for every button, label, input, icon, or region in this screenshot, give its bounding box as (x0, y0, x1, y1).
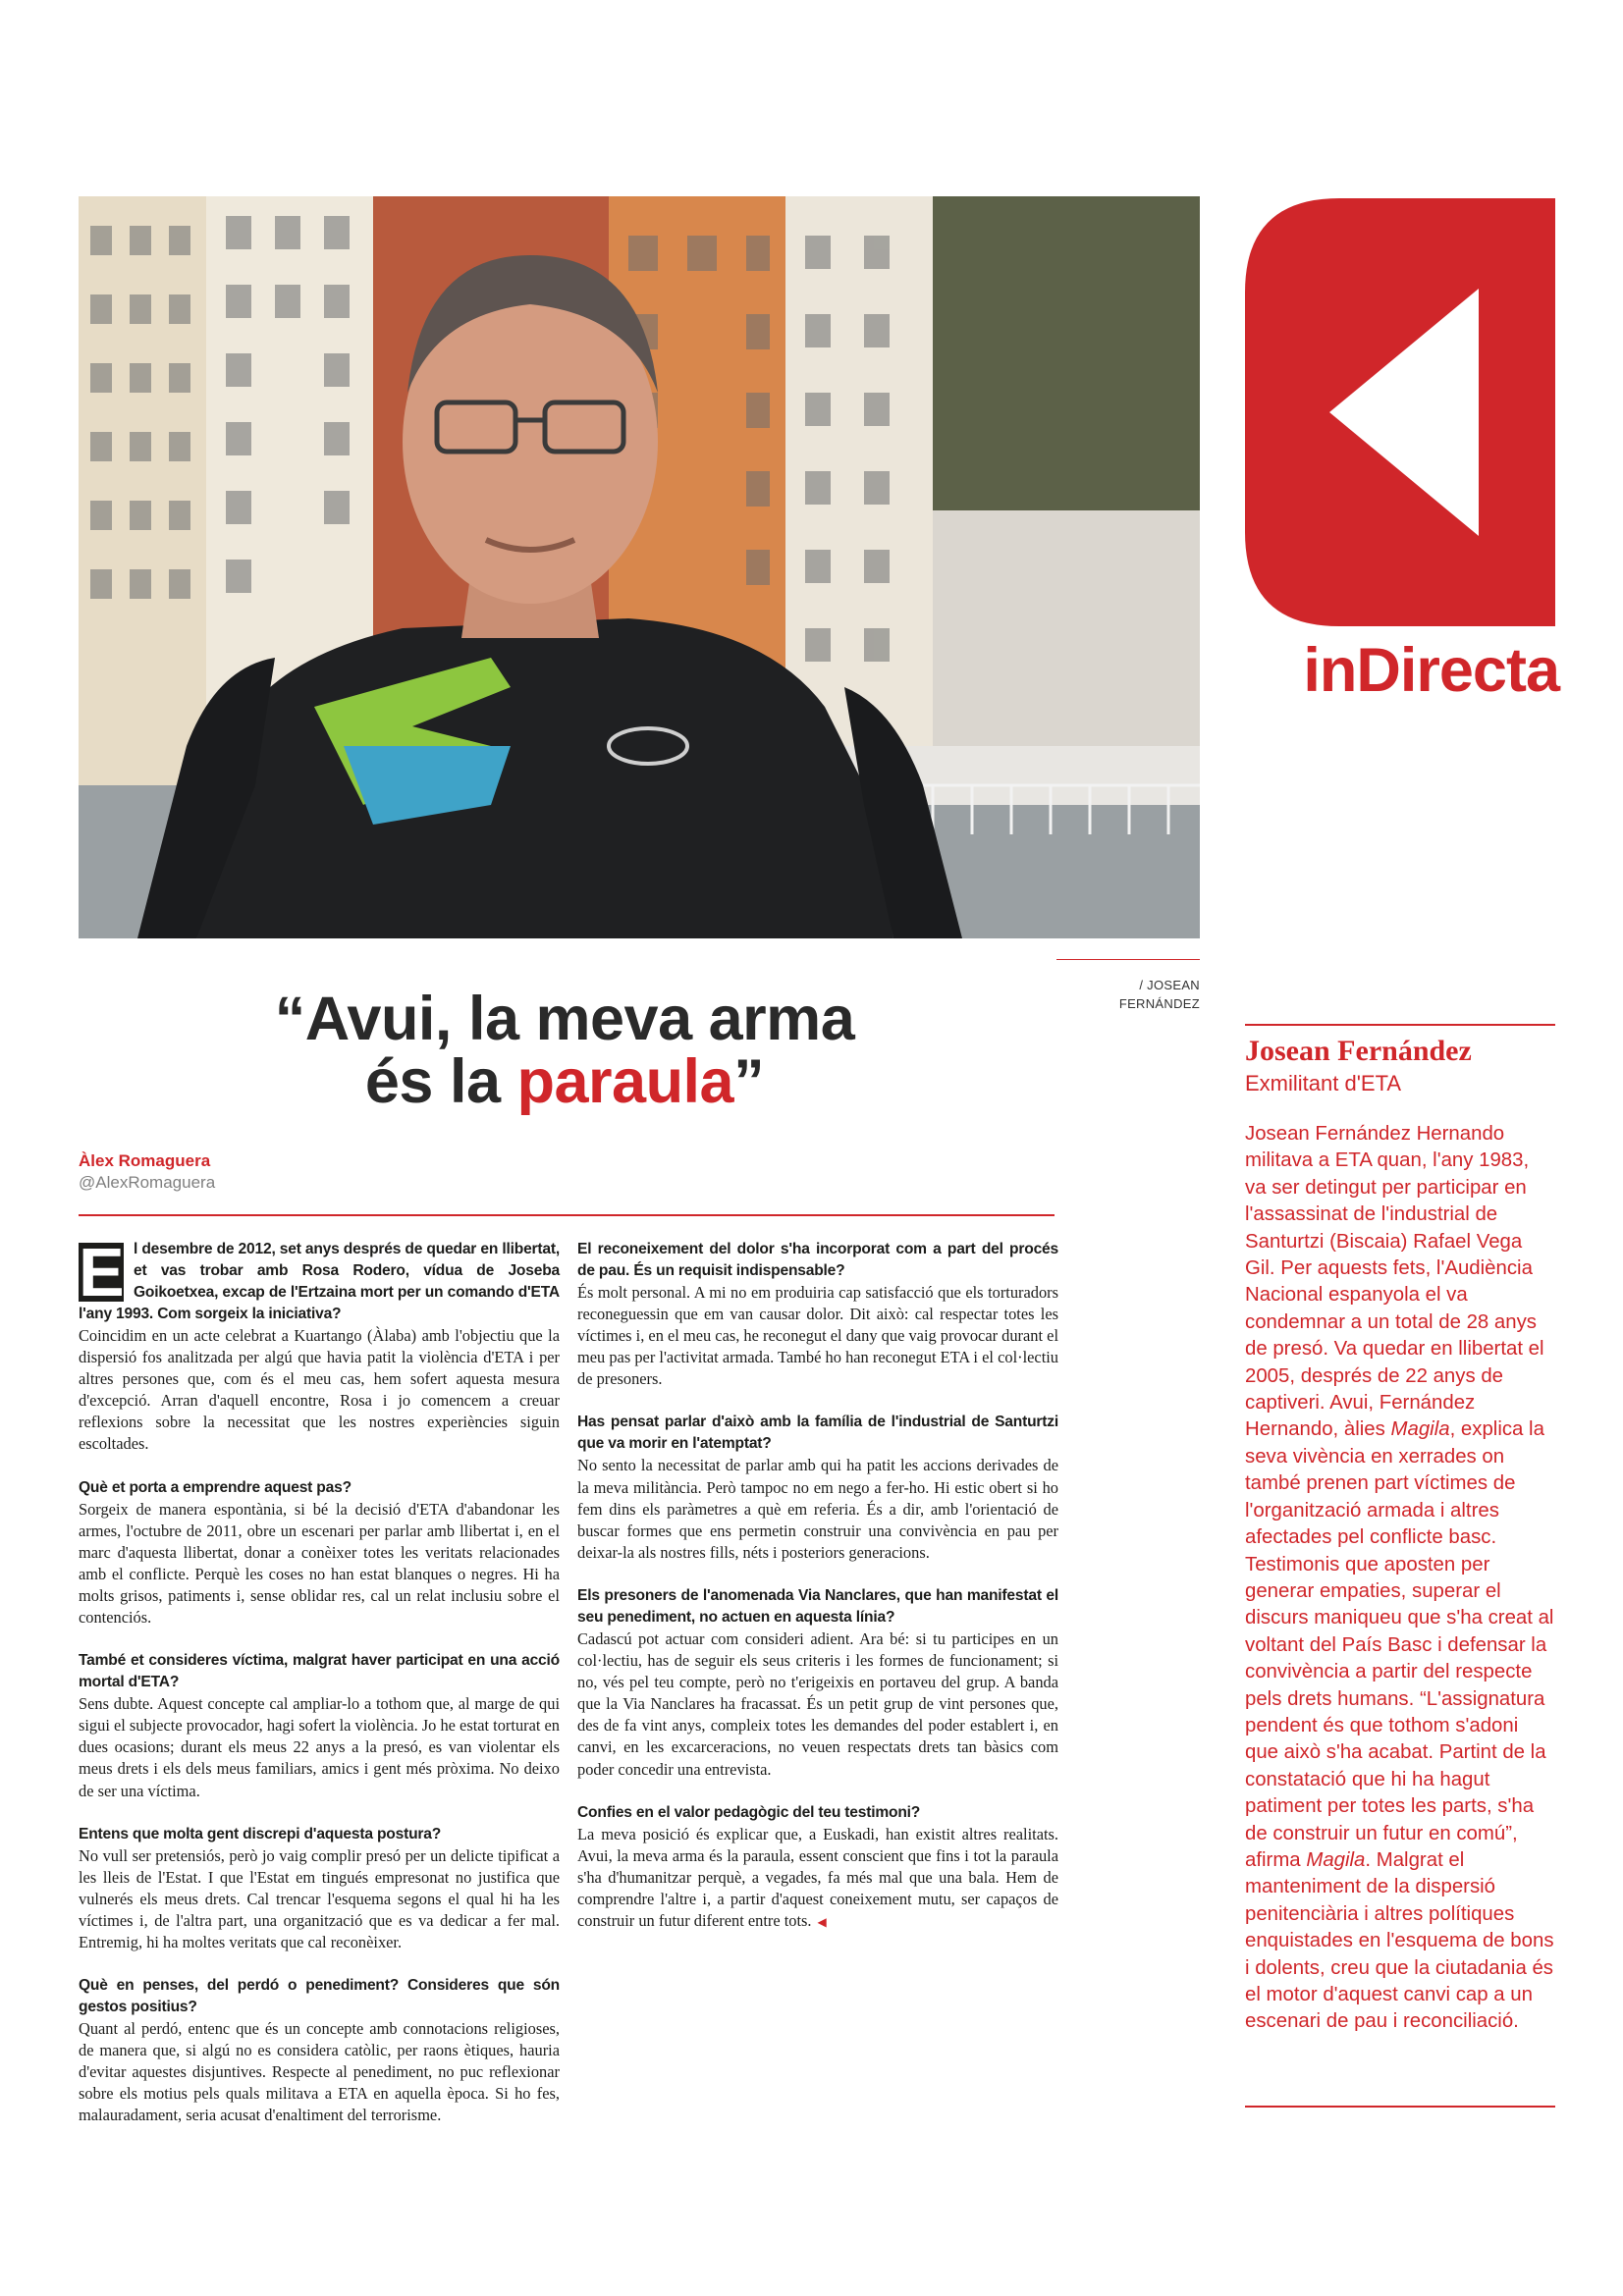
photo-credit-line-1: / JOSEAN (1139, 978, 1200, 992)
sidebar-alias-2: Magila (1306, 1848, 1366, 1871)
question-3: També et consideres víctima, malgrat haver participat en una acció mortal d'ETA? (79, 1652, 560, 1691)
answer-2: Sorgeix de manera espontània, si bé la decisió d'ETA d'abandonar les armes, l'octubre de 2011, obre un escenari per parlar amb llibertat i, en el marc d'aquesta llibertat, donar a conèixer totes les veritats relacionades amb el conflicte. Perquè les coses no han estat blanques o negres. Hi ha molts grisos, patiments i, sense oblidar res, cal un relat inclusiu sobre el contenciós. (79, 1499, 560, 1628)
portrait-photo-illustration (79, 196, 1200, 938)
sidebar-bio-part-3: . Malgrat el manteniment de la dispersió penitenciària i altres polítiques enquistades en l'esquema de bons i dolents, creu que la ciutadania és el motor d'aquest canvi cap a un escenari de pau i reconciliació. (1245, 1848, 1554, 2033)
brand-name: inDirecta (1303, 636, 1559, 705)
sidebar-role: Exmilitant d'ETA (1245, 1071, 1402, 1095)
answer-8: Cadascú pot actuar com consideri adient. Ara bé: si tu participes en un col·lectiu, has de seguir els seus criteris i les formes de funcionament; si no, vés pel teu compte, però no t'erigeixis en portaveu del grup. A banda que la Via Nanclares ha fracassat. És un petit grup de vint persones que, des de fa vint anys, compleix totes les demandes del poder establert i, en canvi, en les excarceracions, no veuen respectats drets tan bàsics com poder concedir una entrevista. (577, 1629, 1058, 1779)
byline-divider (79, 1214, 1055, 1216)
headline (147, 985, 982, 1116)
question-intro-text: l desembre de 2012, set anys després de quedar en llibertat, et vas trobar amb Rosa Rodero, vídua de Joseba Goikoetxea, excap de l'Ertzaina mort per un comando d'ETA l'any 1993. Com sorgeix la iniciativa? (79, 1241, 560, 1322)
question-8: Els presoners de l'anomenada Via Nanclares, que han manifestat el seu penediment, no actuen en aquesta línia? (577, 1586, 1058, 1626)
byline (79, 1150, 215, 1194)
headline-line-2-pre: és la (364, 1047, 517, 1116)
question-7: Has pensat parlar d'això amb la família de l'industrial de Santurtzi que va morir en l'atemptat? (577, 1414, 1058, 1453)
headline-accent-word: paraula (516, 1047, 734, 1116)
answer-4: No vull ser pretensiós, però jo vaig complir presó per un delicte tipificat a les lleis de l'Estat. I que l'Estat em tingués empresonat no justifica que vulnerés els meus drets. Cal trencar l'esquema segons el qual hi ha les víctimes i, de l'altra part, una organització que es va dedicar a fer mal. Entremig, hi ha moltes veritats que cal reconèixer. (79, 1845, 560, 1951)
photo-credit-line-2: FERNÁNDEZ (1118, 996, 1200, 1011)
answer-1: Coincidim en un acte celebrat a Kuartango (Àlaba) amb l'objectiu que la dispersió fos analitzada per algú que havia patit la violència d'ETA i per altres persones que, com és el meu cas, hem sofert aquesta mesura d'excepció. Arran d'aquell encontre, Rosa i jo comencem a creuar reflexions sobre la necessitat que les nostres experiències siguin escoltades. (79, 1326, 560, 1454)
indirecta-logo-icon (1245, 198, 1555, 626)
sidebar-bio-part-1: Josean Fernández Hernando militava a ETA quan, l'any 1983, va ser detingut per participar en l'assassinat de l'industrial de Santurtzi (Biscaia) Rafael Vega Gil. Per aquests fets, l'Audiència Nacional espanyola el va condemnar a un total de 28 anys de presó. Va quedar en llibertat el 2005, després de 22 anys de captiveri. Avui, Fernández Hernando, àlies (1245, 1123, 1544, 1441)
sidebar-bio (1245, 1121, 1555, 2036)
article-column-left (79, 1234, 560, 2127)
answer-5: Quant al perdó, entenc que és un concepte amb connotacions religioses, de manera que, si algú no es considera catòlic, per raons ètiques, hauria d'evitar aquestes disjuntives. Respecte al penediment, no puc reflexionar sobre els motius pels quals militava a ETA en aquella època. Si ho fes, malauradament, seria acusat d'enaltiment del terrorisme. (79, 2019, 560, 2125)
photo-credit (1056, 959, 1200, 1013)
sidebar-name: Josean Fernández (1245, 1035, 1472, 1067)
answer-6: És molt personal. A mi no em produiria cap satisfacció que els torturadors reconeguessin que em van causar dolor. Dit això: cal respectar totes les víctimes i, en el meu cas, he reconegut el dany que vaig provocar durant el meu pas per l'activitat armada. També ho han reconegut ETA i el col·lectiu de presoners. (577, 1283, 1058, 1389)
answer-9 (577, 1824, 1058, 1933)
sidebar-divider (1245, 1024, 1555, 1026)
question-2: Què et porta a emprendre aquest pas? (79, 1478, 352, 1496)
portrait-photo (79, 196, 1200, 938)
sidebar-alias-1: Magila (1390, 1418, 1450, 1441)
headline-line-1: “Avui, la meva arma (274, 985, 855, 1053)
answer-7: No sento la necessitat de parlar amb qui ha patit les accions derivades de la meva militància. Però tampoc no em nego a fer-ho. Hi estic obert si ho fem dins els paràmetres a què em referia. És a dir, amb l'orientació de buscar formes que ens permetin construir una convivència en pau per deixar-la als nostres fills, néts i posteriors generacions. (577, 1456, 1058, 1562)
author-handle[interactable]: @AlexRomaguera (79, 1173, 216, 1192)
sidebar-bio-part-2: , explica la seva vivència en xerrades on també prenen part víctimes de l'organització armada i altres afectades pel conflicte basc. Testimonis que aposten per generar empaties, superar el discurs maniqueu que s'ha creat al voltant del País Basc i defensar la convivència a partir del respecte pels drets humans. “L'assignatura pendent és que tothom s'adoni que això s'ha acabat. Partint de la constatació que hi ha hagut patiment per totes les parts, s'ha de construir un futur en comú”, afirma (1245, 1418, 1554, 1871)
question-intro (79, 1234, 560, 1325)
question-9: Confies en el valor pedagògic del teu testimoni? (577, 1803, 921, 1821)
end-triangle-icon: ◀ (817, 1914, 827, 1929)
author-name: Àlex Romaguera (79, 1151, 211, 1170)
question-6: El reconeixement del dolor s'ha incorporat com a part del procés de pau. És un requisit indispensable? (577, 1241, 1058, 1279)
headline-line-2-post: ” (733, 1047, 765, 1116)
article-column-right (577, 1239, 1058, 1933)
sidebar-bottom-divider (1245, 2106, 1555, 2108)
question-4: Entens que molta gent discrepi d'aquesta postura? (79, 1825, 442, 1842)
question-5: Què en penses, del perdó o penediment? Consideres que són gestos positius? (79, 1977, 560, 2016)
answer-3: Sens dubte. Aquest concepte cal ampliar-lo a tothom que, al marge de qui sigui el subjecte provocador, hagi sofert la violència. Jo he estat torturat en dues ocasions; durant els meus 22 anys a la presó, es van violentar els meus drets i els dels meus familiars, amics i gent més pròxima. No deixo de ser una víctima. (79, 1694, 560, 1800)
answer-9-text: La meva posició és explicar que, a Euskadi, han existit altres realitats. Avui, la meva arma és la paraula, essent conscient que fins i tot la paraula s'ha d'humanitzar perquè, a vegades, fa més mal que una bala. Hem de comprendre l'altre i, a partir d'aquest coneixement mutu, ser capaços de construir un futur diferent entre tots. (577, 1824, 1058, 1930)
drop-cap: E (79, 1234, 125, 1310)
